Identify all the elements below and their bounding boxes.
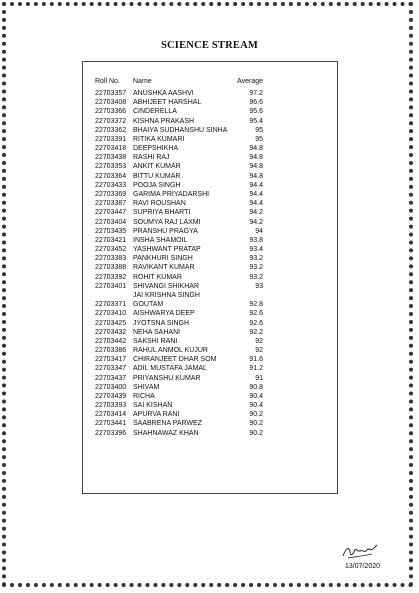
- name-cell: PRIYANSHU KUMAR: [133, 374, 201, 382]
- roll-no-cell: 22703425: [95, 319, 127, 327]
- average-cell: 93.2: [249, 255, 263, 263]
- roll-no-cell: 22703386: [95, 347, 127, 355]
- name-cell: ROHIT KUMAR: [133, 273, 182, 281]
- roll-no-cell: 22703401: [95, 282, 127, 290]
- average-cell: 91: [255, 374, 263, 382]
- average-cell: 91.2: [249, 365, 263, 373]
- average-cell: 90.2: [249, 411, 263, 419]
- average-cell: 95.6: [249, 108, 263, 116]
- name-cell: DEEPSHIKHA: [133, 145, 179, 153]
- signature: [340, 540, 382, 562]
- name-cell: APURVA RANI: [133, 411, 180, 419]
- name-cell: RASHI RAJ: [133, 154, 170, 162]
- roll-no-cell: 22703391: [95, 135, 127, 143]
- roll-no-cell: 22703353: [95, 163, 127, 171]
- name-cell: CHIRANJEET DHAR SOM: [133, 356, 217, 364]
- roll-no-cell: 22703366: [95, 108, 127, 116]
- name-cell: POOJA SINGH: [133, 181, 181, 189]
- header-roll-no: Roll No.: [95, 78, 120, 85]
- name-cell: RAVIKANT KUMAR: [133, 264, 195, 272]
- average-cell: 94.4: [249, 200, 263, 208]
- name-cell: GARIMA PRIYADARSHI: [133, 190, 210, 198]
- name-cell: KISHNA PRAKASH: [133, 117, 195, 125]
- average-cell: 94.2: [249, 209, 263, 217]
- average-cell: 93.4: [249, 246, 263, 254]
- roll-no-cell: 22703408: [95, 99, 127, 107]
- name-cell: BITTU KUMAR: [133, 172, 181, 180]
- roll-no-cell: 22703452: [95, 246, 127, 254]
- average-cell: 95: [255, 135, 263, 143]
- page-title: SCIENCE STREAM: [160, 40, 259, 51]
- name-cell: BHAIYA SUDHANSHU SINHA: [133, 126, 228, 134]
- name-cell: GOUTAM: [133, 301, 164, 309]
- name-cell: RAHUL ANMOL KUJUR: [133, 347, 208, 355]
- roll-no-cell: 22703410: [95, 310, 127, 318]
- signature-date: 13/07/2020: [345, 563, 381, 570]
- name-cell: SOUMYA RAJ LAXMI: [133, 218, 201, 226]
- average-cell: 94.4: [249, 181, 263, 189]
- roll-no-cell: 22703435: [95, 227, 127, 235]
- roll-no-cell: 22703372: [95, 117, 127, 125]
- average-cell: 92: [255, 337, 263, 345]
- name-cell: YASHWANT PRATAP: [133, 246, 201, 254]
- roll-no-cell: 22703438: [95, 154, 127, 162]
- name-cell: JAI KRISHNA SINGH: [133, 291, 200, 299]
- average-cell: 96.6: [249, 99, 263, 107]
- name-cell: ADIL MUSTAFA JAMAL: [133, 365, 207, 373]
- name-cell: SAKSHI RANI: [133, 337, 178, 345]
- roll-no-cell: 22703432: [95, 328, 127, 336]
- header-average: Average: [237, 78, 263, 85]
- average-cell: 94.2: [249, 218, 263, 226]
- roll-no-cell: 22703441: [95, 420, 127, 428]
- header-name: Name: [133, 78, 152, 85]
- roll-no-cell: 22703362: [95, 126, 127, 134]
- roll-no-cell: 22703404: [95, 218, 127, 226]
- roll-no-cell: 22703357: [95, 90, 127, 97]
- average-cell: 94.8: [249, 163, 263, 171]
- average-cell: 90.8: [249, 383, 263, 391]
- average-cell: 90.4: [249, 392, 263, 400]
- roll-no-cell: 22703396: [95, 429, 127, 437]
- roll-no-cell: 22703393: [95, 402, 127, 410]
- roll-no-cell: 22703383: [95, 255, 127, 263]
- name-cell: SHIVAM: [133, 383, 160, 391]
- average-cell: 97.2: [249, 90, 263, 97]
- average-cell: 94.8: [249, 145, 263, 153]
- roll-no-cell: 22703369: [95, 190, 127, 198]
- average-cell: 90.2: [249, 429, 263, 437]
- name-cell: JYOTSNA SINGH: [133, 319, 190, 327]
- average-cell: 93.2: [249, 273, 263, 281]
- roll-no-cell: 22703388: [95, 264, 127, 272]
- roll-no-cell: 22703421: [95, 236, 127, 244]
- name-cell: RICHA: [133, 392, 155, 400]
- roll-no-cell: 22703347: [95, 365, 127, 373]
- name-cell: AISHWARYA DEEP: [133, 310, 195, 318]
- roll-no-cell: 22703418: [95, 145, 127, 153]
- average-cell: 92.8: [249, 301, 263, 309]
- average-cell: 95.4: [249, 117, 263, 125]
- average-cell: 93: [255, 282, 263, 290]
- name-cell: SAI KISHAN: [133, 402, 173, 410]
- name-cell: SAABRENA PARWEZ: [133, 420, 202, 428]
- name-cell: SUPRIYA BHARTI: [133, 209, 191, 217]
- name-cell: SHIVANGI SHIKHAR: [133, 282, 199, 290]
- name-cell: RAVI ROUSHAN: [133, 200, 186, 208]
- name-cell: RITIKA KUMARI: [133, 135, 185, 143]
- average-cell: 92.2: [249, 328, 263, 336]
- average-cell: 94.4: [249, 190, 263, 198]
- roll-no-cell: 22703442: [95, 337, 127, 345]
- name-cell: ANUSHKA AASHVI: [133, 90, 194, 97]
- average-cell: 94: [255, 227, 263, 235]
- average-cell: 92: [255, 347, 263, 355]
- name-cell: NEHA SAHANI: [133, 328, 181, 336]
- name-cell: CINDERELLA: [133, 108, 177, 116]
- average-cell: 93.8: [249, 236, 263, 244]
- average-cell: 90.2: [249, 420, 263, 428]
- roll-no-cell: 22703400: [95, 383, 127, 391]
- average-cell: 94.8: [249, 172, 263, 180]
- average-cell: 90.4: [249, 402, 263, 410]
- roll-no-cell: 22703437: [95, 374, 127, 382]
- average-cell: 91.6: [249, 356, 263, 364]
- roll-no-cell: 22703414: [95, 411, 127, 419]
- name-cell: INSHA SHAMOIL: [133, 236, 188, 244]
- name-cell: ABHIJEET HARSHAL: [133, 99, 202, 107]
- name-cell: PANKHURI SINGH: [133, 255, 193, 263]
- average-cell: 94.8: [249, 154, 263, 162]
- name-cell: SHAHNAWAZ KHAN: [133, 429, 199, 437]
- name-cell: PRANSHU PRAGYA: [133, 227, 198, 235]
- roll-no-cell: 22703439: [95, 392, 127, 400]
- roll-no-cell: 22703392: [95, 273, 127, 281]
- roll-no-cell: 22703433: [95, 181, 127, 189]
- average-cell: 95: [255, 126, 263, 134]
- average-cell: 92.6: [249, 319, 263, 327]
- roll-no-cell: 22703417: [95, 356, 127, 364]
- average-cell: 93.2: [249, 264, 263, 272]
- roll-no-cell: 22703364: [95, 172, 127, 180]
- average-cell: 92.6: [249, 310, 263, 318]
- roll-no-cell: 22703447: [95, 209, 127, 217]
- roll-no-cell: 22703371: [95, 301, 127, 309]
- name-cell: ANKIT KUMAR: [133, 163, 181, 171]
- roll-no-cell: 22703387: [95, 200, 127, 208]
